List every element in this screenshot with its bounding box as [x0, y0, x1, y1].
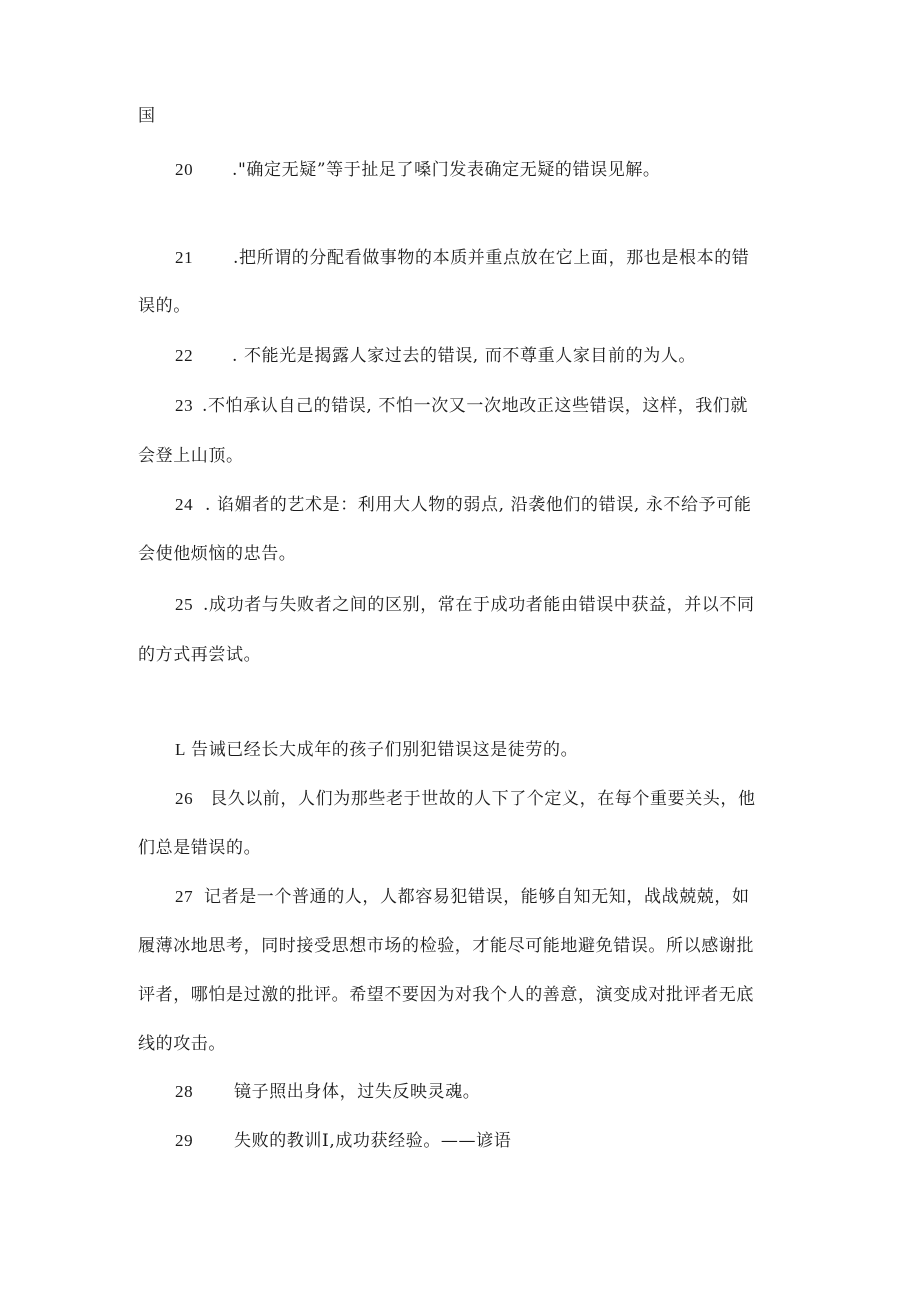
item-21-cont: [138, 294, 191, 318]
item-number: 21: [175, 248, 194, 267]
item-number: 20: [175, 160, 194, 179]
item-text: 会使他烦恼的忠告。: [138, 544, 297, 564]
item-text: 误的。: [138, 296, 191, 316]
item-27-cont-2: [138, 983, 754, 1007]
item-text: . 谄媚者的艺术是：利用大人物的弱点, 沿袭他们的错误, 永不给予可能: [205, 495, 752, 515]
item-number: 22: [175, 346, 194, 365]
item-27-cont-1: [138, 934, 754, 958]
item-l: [175, 738, 578, 762]
item-23-cont: [138, 444, 244, 468]
item-27-cont-3: [138, 1032, 226, 1056]
item-text: 评者，哪怕是过激的批评。希望不要因为对我个人的善意，演变成对批评者无底: [138, 985, 754, 1005]
item-24: [175, 493, 751, 517]
item-text: 镜子照出身体，过失反映灵魂。: [234, 1082, 481, 1102]
line-text: 国: [138, 106, 156, 126]
item-25: [175, 593, 755, 617]
item-text: .不怕承认自己的错误, 不怕一次又一次地改正这些错误，这样，我们就: [202, 396, 749, 416]
item-text: 的方式再尝试。: [138, 645, 262, 665]
item-26: [175, 787, 756, 811]
item-number: 25: [175, 595, 194, 614]
item-text: 艮久以前，人们为那些老于世故的人下了个定义，在每个重要关头，他: [210, 789, 756, 809]
item-number: 23: [175, 396, 194, 415]
item-number: 27: [175, 887, 194, 906]
item-number: 29: [175, 1131, 194, 1150]
item-21: [175, 246, 749, 270]
item-24-cont: [138, 542, 296, 566]
item-25-cont: [138, 643, 261, 667]
item-number: 28: [175, 1082, 194, 1101]
item-23: [175, 394, 748, 418]
item-text: 履薄冰地思考，同时接受思想市场的检验，才能尽可能地避免错误。所以感谢批: [138, 936, 754, 956]
item-text: 会登上山顶。: [138, 446, 244, 466]
item-text: 们总是错误的。: [138, 838, 262, 858]
item-number: L: [175, 740, 186, 759]
item-27: [175, 885, 750, 909]
item-text: 告诫已经长大成年的孩子们别犯错误这是徒劳的。: [191, 740, 579, 760]
item-26-cont: [138, 836, 261, 860]
item-text: . 不能光是揭露人家过去的错误, 而不尊重人家目前的为人。: [232, 346, 697, 366]
item-text: 记者是一个普通的人，人都容易犯错误，能够自知无知，战战兢兢，如: [204, 887, 750, 907]
item-29: [175, 1129, 511, 1153]
item-text: ."确定无疑”等于扯足了嗓门发表确定无疑的错误见解。: [232, 160, 661, 180]
item-text: .成功者与失败者之间的区别，常在于成功者能由错误中获益，并以不同: [203, 595, 755, 615]
item-28: [175, 1080, 480, 1104]
item-20: [175, 158, 661, 182]
item-text: 失败的教训I,成功获经验。——谚语: [234, 1131, 512, 1151]
line-1: [138, 104, 156, 128]
item-text: 线的攻击。: [138, 1034, 226, 1054]
item-number: 24: [175, 495, 194, 514]
item-text: .把所谓的分配看做事物的本质并重点放在它上面，那也是根本的错: [233, 248, 750, 268]
item-22: [175, 344, 696, 368]
item-number: 26: [175, 789, 194, 808]
